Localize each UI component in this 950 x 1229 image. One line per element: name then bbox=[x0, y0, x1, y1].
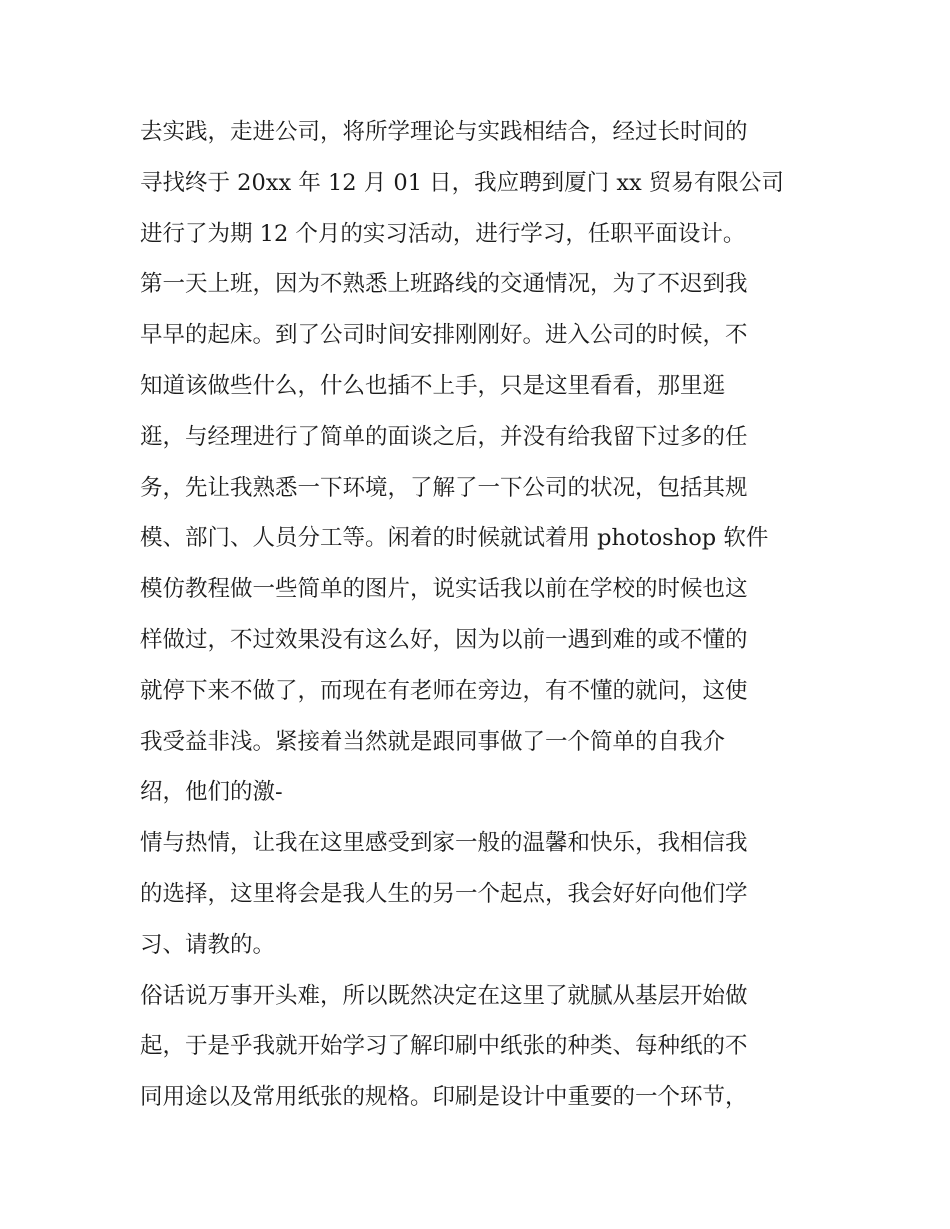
text-line: 俗话说万事开头难，所以既然决定在这里了就腻从基层开始做 bbox=[140, 982, 748, 1009]
text-line: 模仿教程做一些简单的图片，说实话我以前在学校的时候也这 bbox=[140, 576, 748, 603]
text-line: 的选择，这里将会是我人生的另一个起点，我会好好向他们学 bbox=[140, 880, 748, 907]
text-line: 情与热情，让我在这里感受到家一般的温馨和快乐，我相信我 bbox=[140, 830, 748, 857]
text-line: 习、请教的。 bbox=[140, 931, 276, 958]
text-line: 寻找终于 20xx 年 12 月 01 日，我应聘到厦门 xx 贸易有限公司 bbox=[140, 169, 784, 196]
document-body bbox=[140, 107, 820, 1123]
text-line: 起，于是乎我就开始学习了解印刷中纸张的种类、每种纸的不 bbox=[140, 1033, 748, 1060]
text-line: 去实践，走进公司，将所学理论与实践相结合，经过长时间的 bbox=[140, 119, 748, 145]
text-line: 绍，他们的激- bbox=[140, 779, 283, 806]
text-line: 我受益非浅。紧接着当然就是跟同事做了一个简单的自我介 bbox=[140, 728, 726, 755]
text-line: 同用途以及常用纸张的规格。印刷是设计中重要的一个环节， bbox=[140, 1084, 748, 1111]
text-line: 逛，与经理进行了简单的面谈之后，并没有给我留下过多的任 bbox=[140, 423, 748, 450]
text-line: 知道该做些什么，什么也插不上手，只是这里看看，那里逛 bbox=[140, 372, 726, 399]
text-line: 早早的起床。到了公司时间安排刚刚好。进入公司的时候，不 bbox=[140, 322, 748, 349]
text-line: 务，先让我熟悉一下环境，了解了一下公司的状况，包括其规 bbox=[140, 474, 748, 501]
text-line: 就停下来不做了，而现在有老师在旁边，有不懂的就问，这使 bbox=[140, 677, 748, 704]
text-line: 进行了为期 12 个月的实习活动，进行学习，任职平面设计。 bbox=[140, 220, 746, 247]
text-line: 第一天上班，因为不熟悉上班路线的交通情况，为了不迟到我 bbox=[140, 271, 748, 298]
text-line: 模、部门、人员分工等。闲着的时候就试着用 photoshop 软件 bbox=[140, 525, 769, 552]
text-line: 样做过，不过效果没有这么好，因为以前一遇到难的或不懂的 bbox=[140, 626, 748, 653]
